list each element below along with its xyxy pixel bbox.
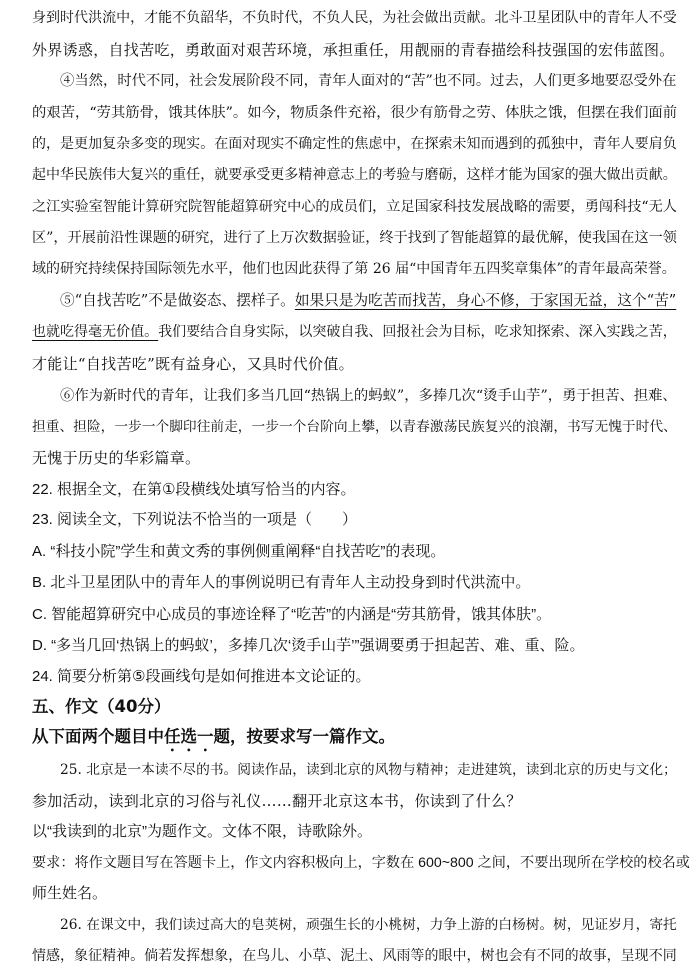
passage-p5-line-2: [32, 322, 677, 342]
passage-p5-line-1: [60, 291, 676, 311]
question-26-line-2: 情感，象征精神。倘若发挥想象，在鸟儿、小草、泥土、风雨等的眼中，树也会有不同的故事，呈现不同: [32, 948, 677, 964]
question-25-line-1: 25. 北京是一本读不尽的书。阅读作品，读到北京的风物与精神；走进建筑，读到北京的历史与文化；: [60, 762, 677, 778]
option-c: C. 智能超算研究中心成员的事迹诠释了“吃苦”的内涵是“劳其筋骨，饿其体肤”。: [32, 606, 552, 623]
emphasized-text: 任选一: [164, 727, 214, 746]
option-b: B. 北斗卫星团队中的青年人的事例说明已有青年人主动投身到时代洪流中。: [32, 574, 531, 591]
passage-p4-line-7: 域的研究持续保持国际领先水平，他们也因此获得了第 26 届“中国青年五四奖章集体”的青年最高荣誉。: [32, 261, 676, 277]
question-26-line-1: 26. 在课文中，我们读过高大的皂荚树，顽强生长的小桃树，力争上游的白杨树。树，见证岁月，寄托: [60, 917, 677, 933]
instruction-text: 题，按要求写一篇作文。: [213, 727, 395, 746]
passage-p5-text: 我们要结合自身实际，以突破自我、回报社会为目标，吃求知探索、深入实践之苦，: [158, 324, 677, 340]
underlined-sentence-end: 也就吃得毫无价值。: [32, 324, 159, 340]
passage-p4-line-6: 区”，开展前沿性课题的研究，进行了上万次数据验证，终于找到了智能超算的最优解，使我国在这一领: [32, 230, 677, 246]
passage-p6-line-2: 担重、担险，一步一个脚印往前走，一步一个台阶向上攀，以青春激荡民族复兴的浪潮，书写无愧于时代、: [32, 419, 677, 435]
question-25-requirement-line-1: 要求：将作文题目写在答题卡上，作文内容积极向上，字数在 600~800 之间，不要出现所在学校的校名或: [32, 855, 690, 871]
passage-p5-text: ⑤“自找苦吃”不是做姿态、摆样子。: [60, 292, 295, 309]
question-22: 22. 根据全文，在第①段横线处填写恰当的内容。: [32, 481, 356, 498]
question-25-requirement-line-2: 师生姓名。: [32, 885, 108, 902]
passage-p5-line-3: 才能让“自找苦吃”既有益身心，又具时代价值。: [32, 355, 354, 373]
option-d: D. “多当几回‘热锅上的蚂蚁’，多捧几次‘烫手山芋’”强调要勇于担起苦、难、重、险。: [32, 637, 585, 654]
question-25-line-2: 参加活动，读到北京的习俗与礼仪……翻开北京这本书，你读到了什么？: [32, 792, 522, 810]
passage-p4-line-2: 的艰苦，“劳其筋骨，饿其体肤”。如今，物质条件充裕，很少有筋骨之劳、体肤之饿，但摆在我们面前: [32, 105, 678, 121]
question-24: 24. 简要分析第⑤段画线句是如何推进本文论证的。: [32, 668, 371, 685]
question-23: 23. 阅读全文，下列说法不恰当的一项是（ ）: [32, 511, 358, 528]
passage-p4-line-3: 的，是更加复杂多变的现实。在面对现实不确定性的焦虑中，在探索未知而遇到的孤独中，青年人要肩负: [32, 136, 677, 152]
passage-p4-line-5: 之江实验室智能计算研究院智能超算研究中心的成员们，立足国家科技发展战略的需要，勇闯科技“无人: [32, 199, 677, 215]
passage-p6-line-3: 无愧于历史的华彩篇章。: [32, 449, 201, 467]
passage-p4-line-4: 起中华民族伟大复兴的重任，就要承受更多精神意志上的考验与磨砺，这样才能为国家的强大做出贡献。: [32, 167, 677, 183]
composition-instruction: [32, 727, 395, 755]
section-heading-composition: 五、作文（40分）: [32, 697, 171, 716]
passage-p3-line-1: 身到时代洪流中，才能不负韶华，不负时代，不负人民，为社会做出贡献。北斗卫星团队中的青年人不受: [32, 10, 677, 26]
passage-p4-line-1: ④当然，时代不同，社会发展阶段不同，青年人面对的“苦”也不同。过去，人们更多地要忍受外在: [60, 73, 677, 89]
passage-p3-line-2: 外界诱惑，自找苦吃，勇敢面对艰苦环境，承担重任，用靓丽的青春描绘科技强国的宏伟蓝图。: [32, 41, 675, 59]
question-25-title: 以“我读到的北京”为题作文。文体不限，诗歌除外。: [32, 823, 372, 840]
instruction-text: 从下面两个题目中: [32, 727, 164, 746]
underlined-sentence: 如果只是为吃苦而找苦，身心不修，于家国无益，这个“苦”: [294, 292, 677, 309]
option-a: A. “科技小院”学生和黄文秀的事例侧重阐释“自找苦吃”的表现。: [32, 543, 446, 560]
passage-p6-line-1: ⑥作为新时代的青年，让我们多当几回“热锅上的蚂蚁”，多捧几次“烫手山芋”，勇于担苦、担难、: [60, 388, 677, 404]
